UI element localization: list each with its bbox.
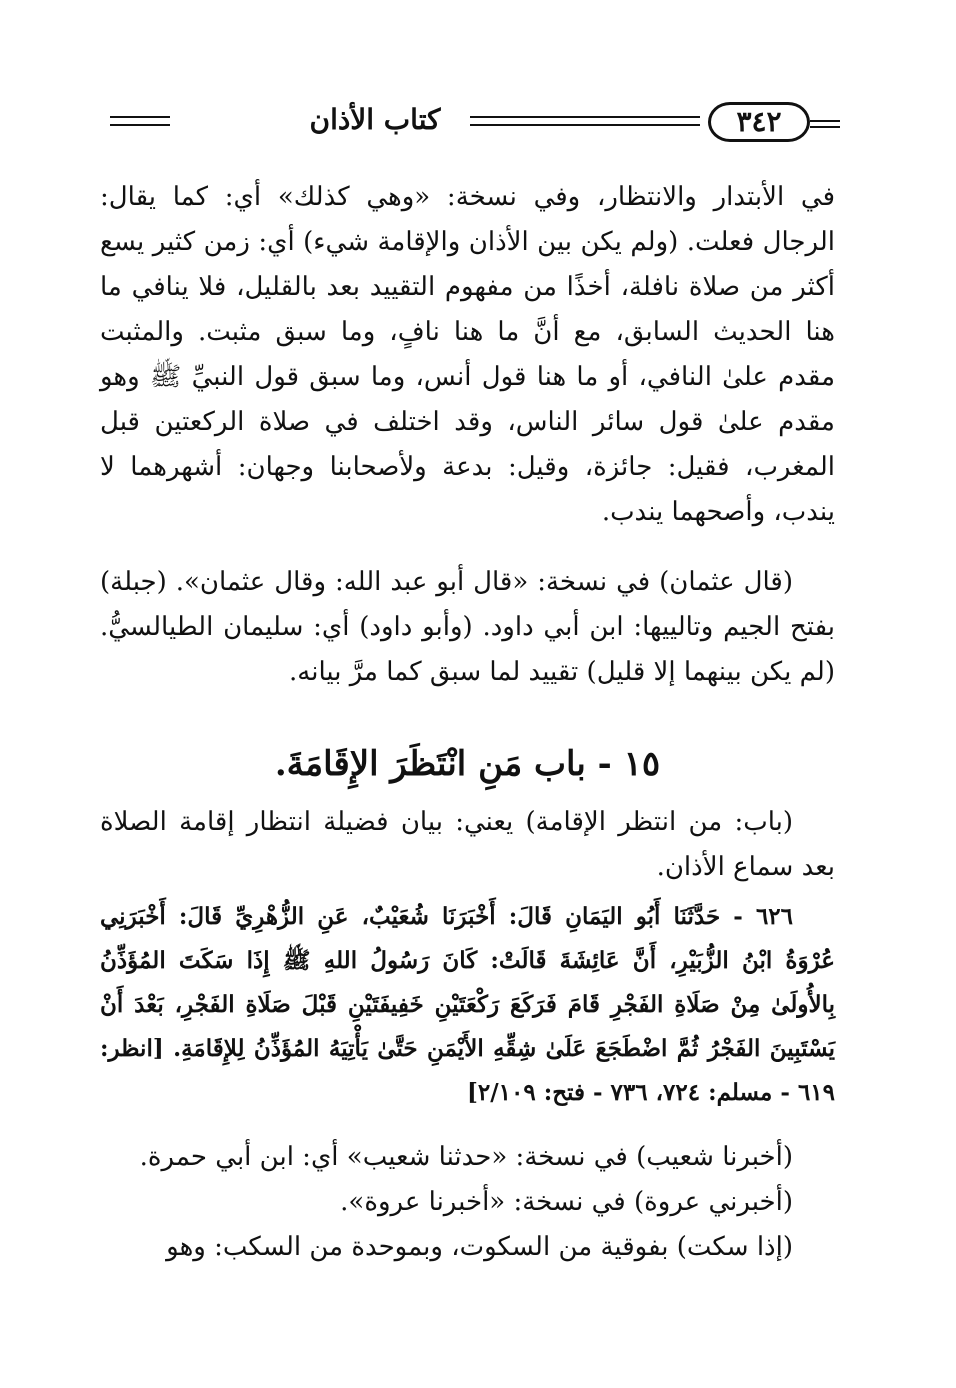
badge-rule-top bbox=[810, 120, 840, 122]
header-rule-left-bottom bbox=[110, 124, 170, 126]
paragraph: في الأبتدار والانتظار، وفي نسخة: «وهي كذلك» أي: كما يقال: الرجال فعلت. (ولم يكن بين الأذان والإقامة شيء) أي: زمن كثير يسع أكثر من صلاة نافلة، أخذًا من مفهوم التقييد بعد بالقليل، فلا ينافي ما هنا الحديث السابق، مع أنَّ ما هنا نافٍ، وما سبق مثبت. والمثبت مقدم علىٰ النافي، أو ما هنا قول أنس، وما سبق قول النبيِّ ﷺ وهو مقدم علىٰ قول سائر الناس، وقد اختلف في صلاة الركعتين قبل المغرب، فقيل: جائزة، وقيل: بدعة ولأصحابنا وجهان: أشهرهما لا يندب، وأصحهما يندب. bbox=[100, 182, 835, 527]
badge-rule-bottom bbox=[810, 126, 840, 128]
commentary-block-bottom bbox=[100, 1135, 835, 1270]
header-rule-mid-top bbox=[470, 116, 700, 118]
paragraph: (إذا سكت) بفوقية من السكوت، وبموحدة من السكب: وهو bbox=[166, 1232, 793, 1262]
running-header bbox=[110, 100, 840, 150]
commentary-block-top bbox=[100, 175, 835, 535]
hadith-paragraph: ٦٢٦ - حَدَّثَنَا أَبُو اليَمَانِ قَالَ: أَخْبَرَنَا شُعَيْبٌ، عَنِ الزُّهْرِيِّ قَالَ: أَخْبَرَنِي عُرْوَةُ ابْنُ الزُّبَيْرِ، أَنَّ عَائِشَةَ قَالَتْ: كَانَ رَسُولُ اللهِ ﷺ إِذَا سَكَتَ المُؤَذِّنُ بِالأُولَىٰ مِنْ صَلَاةِ الفَجْرِ قَامَ فَرَكَعَ رَكْعَتَيْنِ خَفِيفَتَيْنِ قَبْلَ صَلَاةِ الفَجْرِ، بَعْدَ أَنْ يَسْتَبِينَ الفَجْرُ ثُمَّ اضْطَجَعَ عَلَىٰ شِقِّهِ الأَيْمَنِ حَتَّىٰ يَأْتِيَهُ المُؤَذِّنُ لِلإِقَامَةِ. [انظر: ٦١٩ - مسلم: ٧٢٤، ٧٣٦ - فتح: ٢/١٠٩] bbox=[100, 903, 835, 1106]
hadith-text bbox=[100, 895, 835, 1115]
paragraph: (أخبرنا شعيب) في نسخة: «حدثنا شعيب» أي: ابن أبي حمرة. bbox=[139, 1142, 793, 1172]
chapter-explanation-block bbox=[100, 800, 835, 890]
header-rule-mid-bottom bbox=[470, 124, 700, 126]
paragraph: (أخبرني عروة) في نسخة: «أخبرنا عروة». bbox=[340, 1187, 793, 1217]
book-title: كتاب الأذان bbox=[309, 103, 441, 136]
commentary-block-mid bbox=[100, 560, 835, 695]
paragraph: (قال عثمان) في نسخة: «قال أبو عبد الله: وقال عثمان». (جبلة) بفتح الجيم وتالييها: ابن أبي داود. (وأبو داود) أي: سليمان الطيالسيُّ. (لم يكن بينهما إلا قليل) تقييد لما سبق كما مرَّ بيانه. bbox=[100, 567, 835, 687]
page-number-badge: ٣٤٢ bbox=[708, 102, 810, 142]
header-rule-left-top bbox=[110, 116, 170, 118]
chapter-explanation: (باب: من انتظر الإقامة) يعني: بيان فضيلة انتظار إقامة الصلاة بعد سماع الأذان. bbox=[100, 807, 835, 882]
chapter-heading: ١٥ - باب مَنِ انْتَظَرَ الإِقَامَةَ. bbox=[274, 744, 661, 784]
